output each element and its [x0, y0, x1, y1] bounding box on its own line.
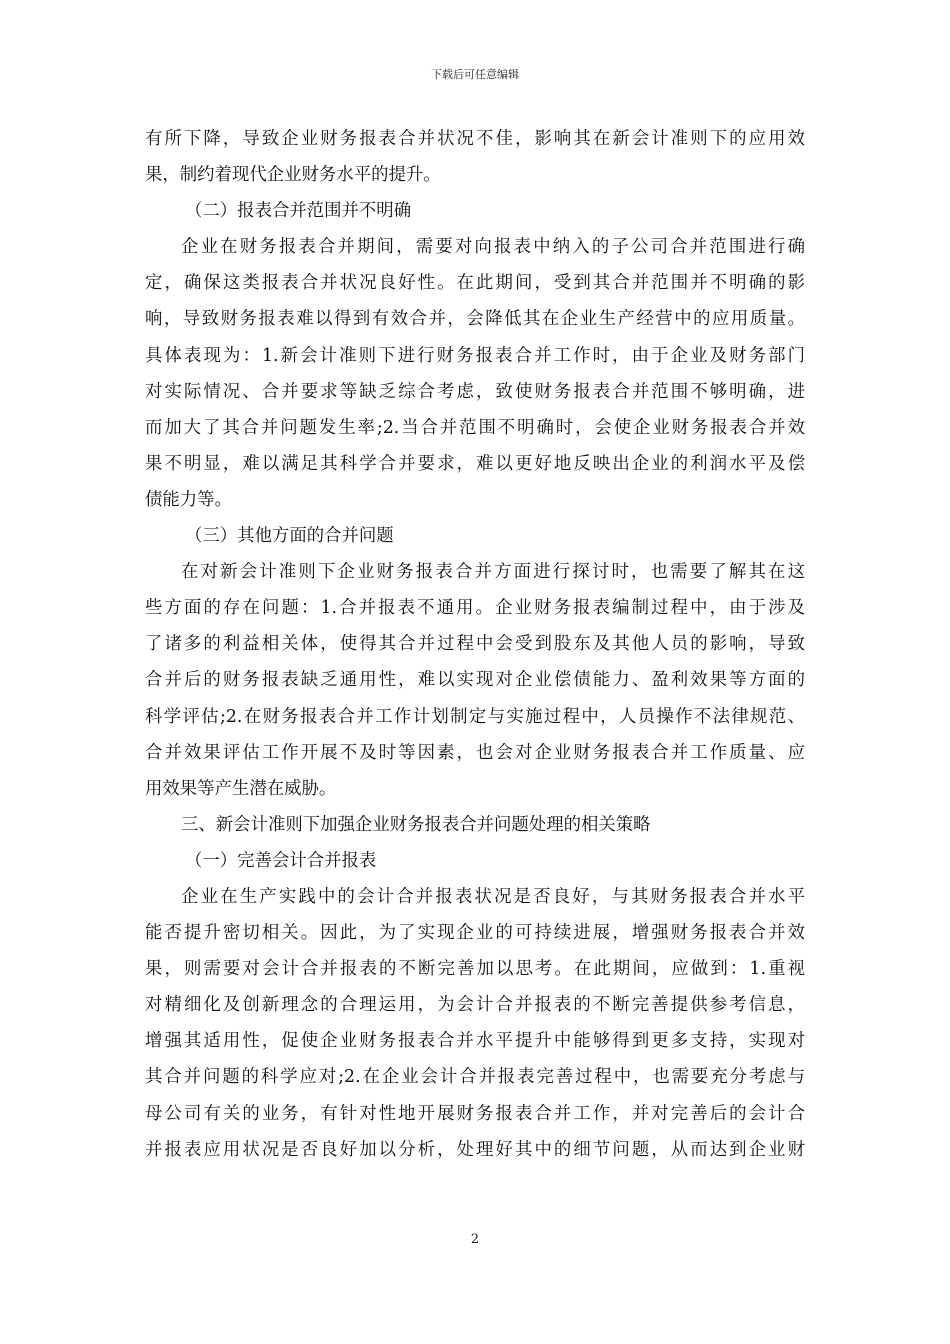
text-line: 能否提升密切相关。因此，为了实现企业的可持续进展，增强财务报表合并效 — [145, 923, 805, 944]
text-line: 有所下降，导致企业财务报表合并状况不佳，影响其在新会计准则下的应用效 — [145, 129, 805, 149]
text-line: 合并后的财务报表缺乏通用性，难以实现对企业偿债能力、盈利效果等方面的 — [145, 670, 805, 691]
text-line: 其合并问题的科学应对;2.在企业会计合并报表完善过程中，也需要充分考虑与 — [145, 1067, 805, 1088]
text-line: 果不明显，难以满足其科学合并要求，难以更好地反映出企业的利润水平及偿 — [145, 453, 805, 474]
text-line: 用效果等产生潜在威胁。 — [145, 778, 337, 799]
text-line: 些方面的存在问题：1.合并报表不通用。企业财务报表编制过程中，由于涉及 — [145, 598, 805, 619]
text-line: 而加大了其合并问题发生率;2.当合并范围不明确时，会使企业财务报表合并效 — [145, 417, 805, 438]
page-header: 下载后可任意编辑 — [431, 68, 519, 81]
text-line: 三、新会计准则下加强企业财务报表合并问题处理的相关策略 — [181, 814, 651, 835]
document-body — [145, 121, 805, 1168]
text-line: 并报表应用状况是否良好加以分析，处理好其中的细节问题，从而达到企业财 — [145, 1139, 805, 1160]
text-line: 增强其适用性，促使企业财务报表合并水平提升中能够得到更多支持，实现对 — [145, 1031, 805, 1052]
text-line: 合并效果评估工作开展不及时等因素，也会对企业财务报表合并工作质量、应 — [145, 742, 805, 763]
text-line: 科学评估;2.在财务报表合并工作计划制定与实施过程中，人员操作不法律规范、 — [145, 706, 805, 727]
text-line: 定，确保这类报表合并状况良好性。在此期间，受到其合并范围并不明确的影 — [145, 273, 805, 294]
section-heading: （二）报表合并范围并不明确 — [185, 201, 412, 222]
text-line: 果，则需要对会计合并报表的不断完善加以思考。在此期间，应做到：1.重视 — [145, 959, 805, 980]
text-line: 具体表现为：1.新会计准则下进行财务报表合并工作时，由于企业及财务部门 — [145, 345, 805, 366]
text-line: 响，导致财务报表难以得到有效合并，会降低其在企业生产经营中的应用质量。 — [145, 309, 805, 330]
text-line: 企业在财务报表合并期间，需要对向报表中纳入的子公司合并范围进行确 — [181, 237, 805, 258]
text-line: 了诸多的利益相关体，使得其合并过程中会受到股东及其他人员的影响，导致 — [145, 634, 805, 655]
text-line: 在对新会计准则下企业财务报表合并方面进行探讨时，也需要了解其在这 — [181, 562, 805, 583]
text-line: 对实际情况、合并要求等缺乏综合考虑，致使财务报表合并范围不够明确，进 — [145, 381, 805, 402]
text-line: 果，制约着现代企业财务水平的提升。 — [145, 165, 441, 186]
page-number: 2 — [470, 1232, 480, 1247]
text-line: 债能力等。 — [145, 489, 232, 510]
section-heading: （三）其他方面的合并问题 — [185, 526, 394, 547]
text-line: 企业在生产实践中的会计合并报表状况是否良好，与其财务报表合并水平 — [181, 886, 805, 907]
text-line: 母公司有关的业务，有针对性地开展财务报表合并工作，并对完善后的会计合 — [145, 1103, 805, 1124]
section-heading: （一）完善会计合并报表 — [185, 850, 377, 871]
text-line: 对精细化及创新理念的合理运用，为会计合并报表的不断完善提供参考信息， — [145, 995, 805, 1016]
